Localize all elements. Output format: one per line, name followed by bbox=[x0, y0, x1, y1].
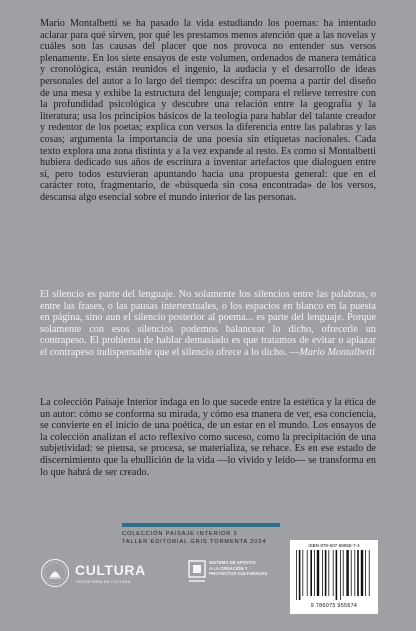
barcode-number: 9 786075 955674 bbox=[310, 603, 358, 609]
cultura-subtitle: SECRETARÍA DE CULTURA bbox=[76, 580, 131, 584]
sistema-mark-icon bbox=[188, 560, 206, 584]
quote-text: El silencio es parte del lenguaje. No solamente los silencios entre las palabras, o entre las frases, o las pausas intertextuales, o los espacios en blanco en la puesta en página, sino aun el silencio posterior al poema... es parte del lenguaje. Porque solamente con esos silencios podemos balancear lo dicho, ofrecerle un contrapeso. El problema de hablar demasiado es que tratamos de evitar o aplazar el contrapeso indispensable que el silencio ofrece a lo dicho. — bbox=[40, 289, 376, 358]
series-accent-bar bbox=[122, 523, 280, 527]
cultura-wordmark: CULTURA bbox=[75, 562, 146, 578]
barcode-icon bbox=[294, 550, 374, 600]
cultura-logo bbox=[40, 558, 170, 594]
series-publisher: TALLER EDITORIAL GRIS TORMENTA 2024 bbox=[122, 539, 267, 545]
mexico-seal-icon bbox=[40, 558, 70, 588]
series-name: COLECCIÓN PAISAJE INTERIOR 3 bbox=[122, 531, 238, 537]
barcode-panel bbox=[290, 540, 378, 614]
sistema-line-2: A LA CREACIÓN Y bbox=[209, 565, 248, 571]
author-quote bbox=[40, 289, 376, 359]
quote-author: Mario Montalbetti bbox=[299, 346, 375, 358]
sistema-apoyos-logo bbox=[188, 560, 286, 596]
book-blurb: Mario Montalbetti se ha pasado la vida estudiando los poemas: ha intentado aclarar para qué sirven, por qué les prestamos menos atención que a las novelas y cuáles son las causas del placer que nos provoca no entender sus versos plenamente. En los siete ensayos de este volumen, ordenados de manera temática y cronológica, están reunidos el ingenio, la audacia y el desarrollo de ideas personales del autor a lo largo del tiempo: descifra un poema a partir del diseño de una mesa y exhibe la estructura del lenguaje; compara el relieve terrestre con la profundidad psicológica y descubre una relación entre la geografía y la literatura; usa los principios básicos de la teología para hablar del talante creador y redentor de los poetas; explica con versos la diferencia entre las palabras y las cosas; argumenta la importancia de una poesía sin etiquetas nacionales. Cada texto explora una zona distinta y a la vez expande al resto. Es como si Montalbetti hubiera dedicado sus años de escritura a inventar artefactos que dialoguen entre sí, pero todos estuvieran apuntando hacia una propuesta general: que en el carácter roto, fragmentario, de «búsqueda sin cosa encontrada» de los versos, descansa algo esencial sobre el mundo interior de las personas. bbox=[40, 18, 376, 203]
sistema-line-3: PROYECTOS CULTURALES bbox=[209, 571, 268, 577]
collection-description: La colección Paisaje Interior indaga en lo que sucede entre la estética y la ética de un autor: cómo se conforma su mirada, y cómo esa manera de ver, esa conciencia, se convierte en el inicio de una poética, de un estar en el mundo. Los ensayos de la colección analizan el acto reflexivo como suceso, como la precipitación de una subjetividad: se piensa, se procesa, se materializa, se rehace. Es en ese estado de discernimiento que la ebullición de la vida —lo vivido y leído— se transforma en lo que habrá de ser creado. bbox=[40, 397, 376, 478]
sistema-text bbox=[209, 560, 267, 577]
isbn-label: ISBN 978-607-59556-7-4 bbox=[308, 543, 360, 548]
sistema-line-1: SISTEMA DE APOYOS bbox=[209, 560, 256, 565]
